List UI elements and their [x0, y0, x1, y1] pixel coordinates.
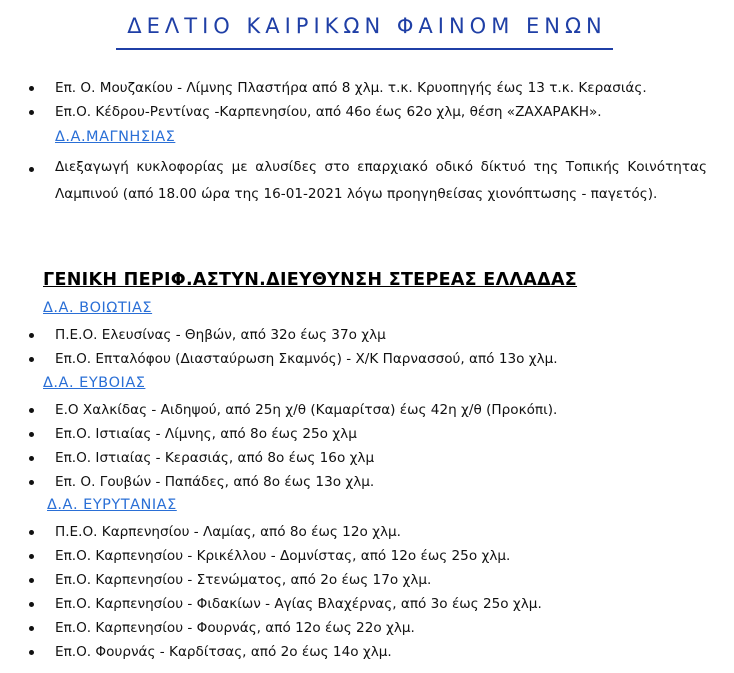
list-item: Επ. Ο. Γουβών - Παπάδες, από 8ο έως 13ο χλμ.	[0, 470, 734, 494]
magnesia-bullet	[29, 167, 34, 172]
boiotia-heading[interactable]: Δ.Α. ΒΟΙΩΤΙΑΣ	[43, 300, 153, 316]
list-item: Ε.Ο Χαλκίδας - Αιδηψού, από 25η χ/θ (Καμαρίτσα) έως 42η χ/θ (Προκόπι).	[0, 398, 734, 422]
evoia-list	[0, 398, 734, 494]
evrytania-heading[interactable]: Δ.Α. ΕΥΡΥΤΑΝΙΑΣ	[47, 497, 177, 513]
list-item: Επ.Ο. Καρπενησίου - Φιδακίων - Αγίας Βλαχέρνας, από 3ο έως 25ο χλμ.	[0, 592, 734, 616]
list-item: Επ.Ο. Κέδρου-Ρεντίνας -Καρπενησίου, από 46ο έως 62ο χλμ, θέση «ΖΑΧΑΡΑΚΗ».	[0, 100, 734, 124]
evoia-heading[interactable]: Δ.Α. ΕΥΒΟΙΑΣ	[43, 375, 146, 391]
boiotia-list	[0, 323, 734, 371]
page-title	[0, 14, 734, 38]
list-item: Π.Ε.Ο. Καρπενησίου - Λαμίας, από 8ο έως 12ο χλμ.	[0, 520, 734, 544]
section1-list	[0, 76, 734, 124]
list-item: Επ.Ο. Καρπενησίου - Στενώματος, από 2ο έως 17ο χλμ.	[0, 568, 734, 592]
evrytania-list	[0, 520, 734, 664]
list-item: Επ.Ο. Ιστιαίας - Κερασιάς, από 8ο έως 16ο χλμ	[0, 446, 734, 470]
page-title-text: ΔΕΛΤΙΟ ΚΑΙΡΙΚΩΝ ΦΑΙΝΟΜ ΕΝΩΝ	[127, 14, 607, 38]
main-heading: ΓΕΝΙΚΗ ΠΕΡΙΦ.ΑΣΤΥΝ.ΔΙΕΥΘΥΝΣΗ ΣΤΕΡΕΑΣ ΕΛΛΑΔΑΣ	[43, 270, 578, 290]
list-item: Επ.Ο. Καρπενησίου - Φουρνάς, από 12ο έως 22ο χλμ.	[0, 616, 734, 640]
magnesia-paragraph: Διεξαγωγή κυκλοφορίας με αλυσίδες στο επαρχιακό οδικό δίκτυό της Τοπικής Κοινότητας Λαμπινού (από 18.00 ώρα της 16-01-2021 λόγω προηγηθείσας χιονόπτωσης - παγετός).	[55, 159, 707, 202]
list-item: Επ. Ο. Μουζακίου - Λίμνης Πλαστήρα από 8 χλμ. τ.κ. Κρυοπηγής έως 13 τ.κ. Κερασιάς.	[0, 76, 734, 100]
title-underline	[116, 48, 613, 50]
list-item: Επ.Ο. Καρπενησίου - Κρικέλλου - Δομνίστας, από 12ο έως 25ο χλμ.	[0, 544, 734, 568]
list-item: Επ.Ο. Επταλόφου (Διασταύρωση Σκαμνός) - Χ/Κ Παρνασσού, από 13ο χλμ.	[0, 347, 734, 371]
list-item: Επ.Ο. Ιστιαίας - Λίμνης, από 8ο έως 25ο χλμ	[0, 422, 734, 446]
magnesia-heading[interactable]: Δ.Α.ΜΑΓΝΗΣΙΑΣ	[55, 129, 176, 145]
list-item: Επ.Ο. Φουρνάς - Καρδίτσας, από 2ο έως 14ο χλμ.	[0, 640, 734, 664]
list-item: Π.Ε.Ο. Ελευσίνας - Θηβών, από 32ο έως 37ο χλμ	[0, 323, 734, 347]
